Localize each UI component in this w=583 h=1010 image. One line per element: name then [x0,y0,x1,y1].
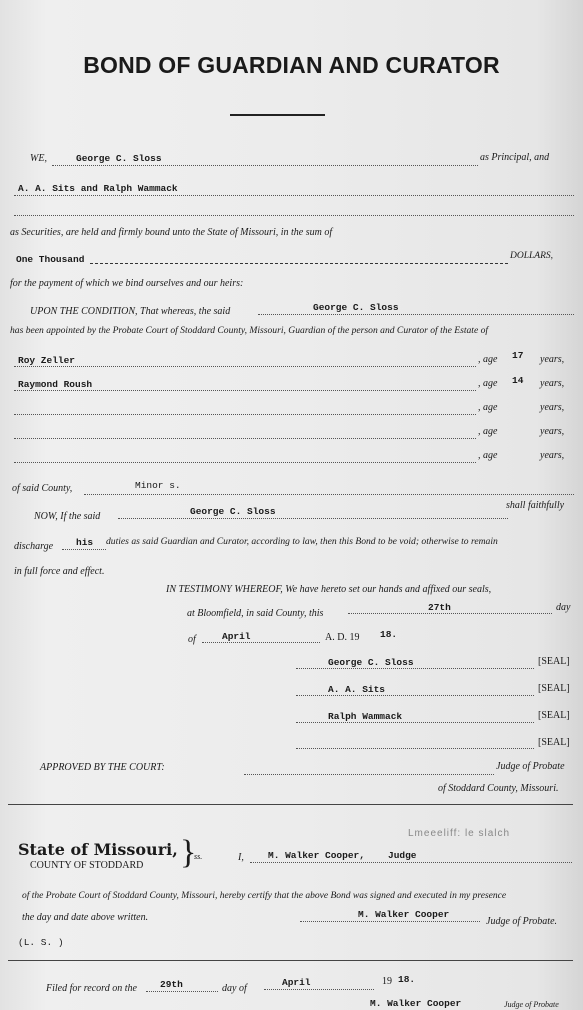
years-label-3: years, [540,402,565,413]
minor-age-2: 14 [512,375,524,386]
certify-text: of the Probate Court of Stoddard County, Missouri, hereby certify that the above Bond was signed and executed in my presence [22,891,507,901]
cert-judge-name: M. Walker Cooper, [268,850,365,861]
securities-line-1 [14,195,574,196]
minor-line-2 [14,390,476,391]
now-name: George C. Sloss [190,506,276,517]
signer-title: Judge of Probate. [486,916,558,927]
signature-3: Ralph Wammack [328,711,403,722]
age-label-1: , age [478,354,498,365]
signature-line-3 [296,722,534,723]
dollars-label: DOLLARS, [510,251,554,261]
signature-line-4 [296,748,534,749]
bloomfield-text: at Bloomfield, in said County, this [187,608,324,619]
county-text: of said County, [12,483,73,494]
filed-day-line [146,991,218,992]
years-label-5: years, [540,450,565,461]
age-label-5: , age [478,450,498,461]
cert-signature: M. Walker Cooper [358,909,450,920]
cert-name-line [250,862,572,863]
faint-stamp: Lmeeeliff: le slalch [408,828,511,839]
cert-signature-line [300,921,480,922]
cert-judge-title: Judge [388,850,417,861]
force-text: in full force and effect. [14,566,105,577]
filed-day-label: day of [222,983,247,994]
minor-age-1: 17 [512,350,524,361]
payment-text: for the payment of which we bind ourselves and our heirs: [10,278,244,289]
signature-2: A. A. Sits [328,684,386,695]
minor-name-1: Roy Zeller [18,355,76,366]
securities-text: as Securities, are held and firmly bound unto the State of Missouri, in the sum of [10,227,333,238]
duties-text: duties as said Guardian and Curator, according to law, then this Bond to be void; otherwise to remain [106,536,498,547]
minor-line-4 [14,438,476,439]
filed-month-line [264,989,374,990]
year-value: 18. [380,629,398,640]
filed-year: 18. [398,974,416,985]
as-principal-text: as Principal, and [480,152,550,163]
sum-text: One Thousand [16,254,85,265]
day-line [348,613,552,614]
minor-line-5 [14,462,476,463]
cert-date-text: the day and date above written. [22,912,149,923]
filed-text: Filed for record on the [46,983,137,994]
age-label-3: , age [478,402,498,413]
month-line [202,642,320,643]
testimony-text: IN TESTIMONY WHEREOF, We have hereto set our hands and affixed our seals, [166,584,492,595]
years-label-1: years, [540,354,565,365]
seal-label-1: [SEAL] [538,656,570,667]
condition-line [258,314,574,315]
minor-name-2: Raymond Roush [18,379,93,390]
judge-text: Judge of Probate [496,761,565,772]
appointed-text: has been appointed by the Probate Court of Stoddard County, Missouri, Guardian of the person and Curator of the Estate of [10,325,489,336]
document-title: BOND OF GUARDIAN AND CURATOR [83,52,500,78]
minor-line-3 [14,414,476,415]
years-label-4: years, [540,426,565,437]
section-divider [8,804,573,805]
county-label: COUNTY OF STODDARD [30,860,144,871]
principal-line [52,165,478,166]
condition-text: UPON THE CONDITION, That whereas, the said [30,306,231,317]
filing-divider [8,960,573,961]
filing-trailing: Judge of Probate [504,1000,559,1009]
signature-line-1 [296,668,534,669]
filed-day: 29th [160,979,183,990]
age-label-4: , age [478,426,498,437]
ss-label: ss. [194,852,203,861]
approved-line [244,774,494,775]
brace: } [180,834,197,871]
pronoun-value: his [76,537,94,548]
faithfully-text: shall faithfully [506,500,565,511]
month-value: April [222,631,251,642]
seal-label-3: [SEAL] [538,710,570,721]
we-label: WE, [30,153,47,164]
county-line [84,494,574,495]
securities-names: A. A. Sits and Ralph Wammack [18,183,178,194]
pronoun-line [62,549,106,550]
principal-name: George C. Sloss [76,153,162,164]
approved-text: APPROVED BY THE COURT: [40,762,165,773]
state-label: State of Missouri, [18,840,178,859]
ad-text: A. D. 19 [325,632,360,643]
signature-1: George C. Sloss [328,657,414,668]
condition-name: George C. Sloss [313,302,399,313]
years-label-2: years, [540,378,565,389]
filed-month: April [282,977,311,988]
now-text: NOW, If the said [34,511,101,522]
minor-line-1 [14,366,476,367]
minor-text: Minor s. [135,480,181,491]
now-line [118,518,508,519]
securities-line-2 [14,215,574,216]
i-label: I, [238,852,244,863]
ls-label: (L. S. ) [18,937,64,948]
filing-signature: M. Walker Cooper [370,998,462,1009]
seal-label-2: [SEAL] [538,683,570,694]
title-underline [230,114,325,116]
stoddard-text: of Stoddard County, Missouri. [438,783,559,794]
seal-label-4: [SEAL] [538,737,570,748]
sum-line [90,263,508,264]
filed-year-text: 19 [382,976,392,987]
discharge-label: discharge [14,541,54,552]
of-label: of [188,634,196,645]
signature-line-2 [296,695,534,696]
day-label: day [556,602,571,613]
age-label-2: , age [478,378,498,389]
day-value: 27th [428,602,451,613]
